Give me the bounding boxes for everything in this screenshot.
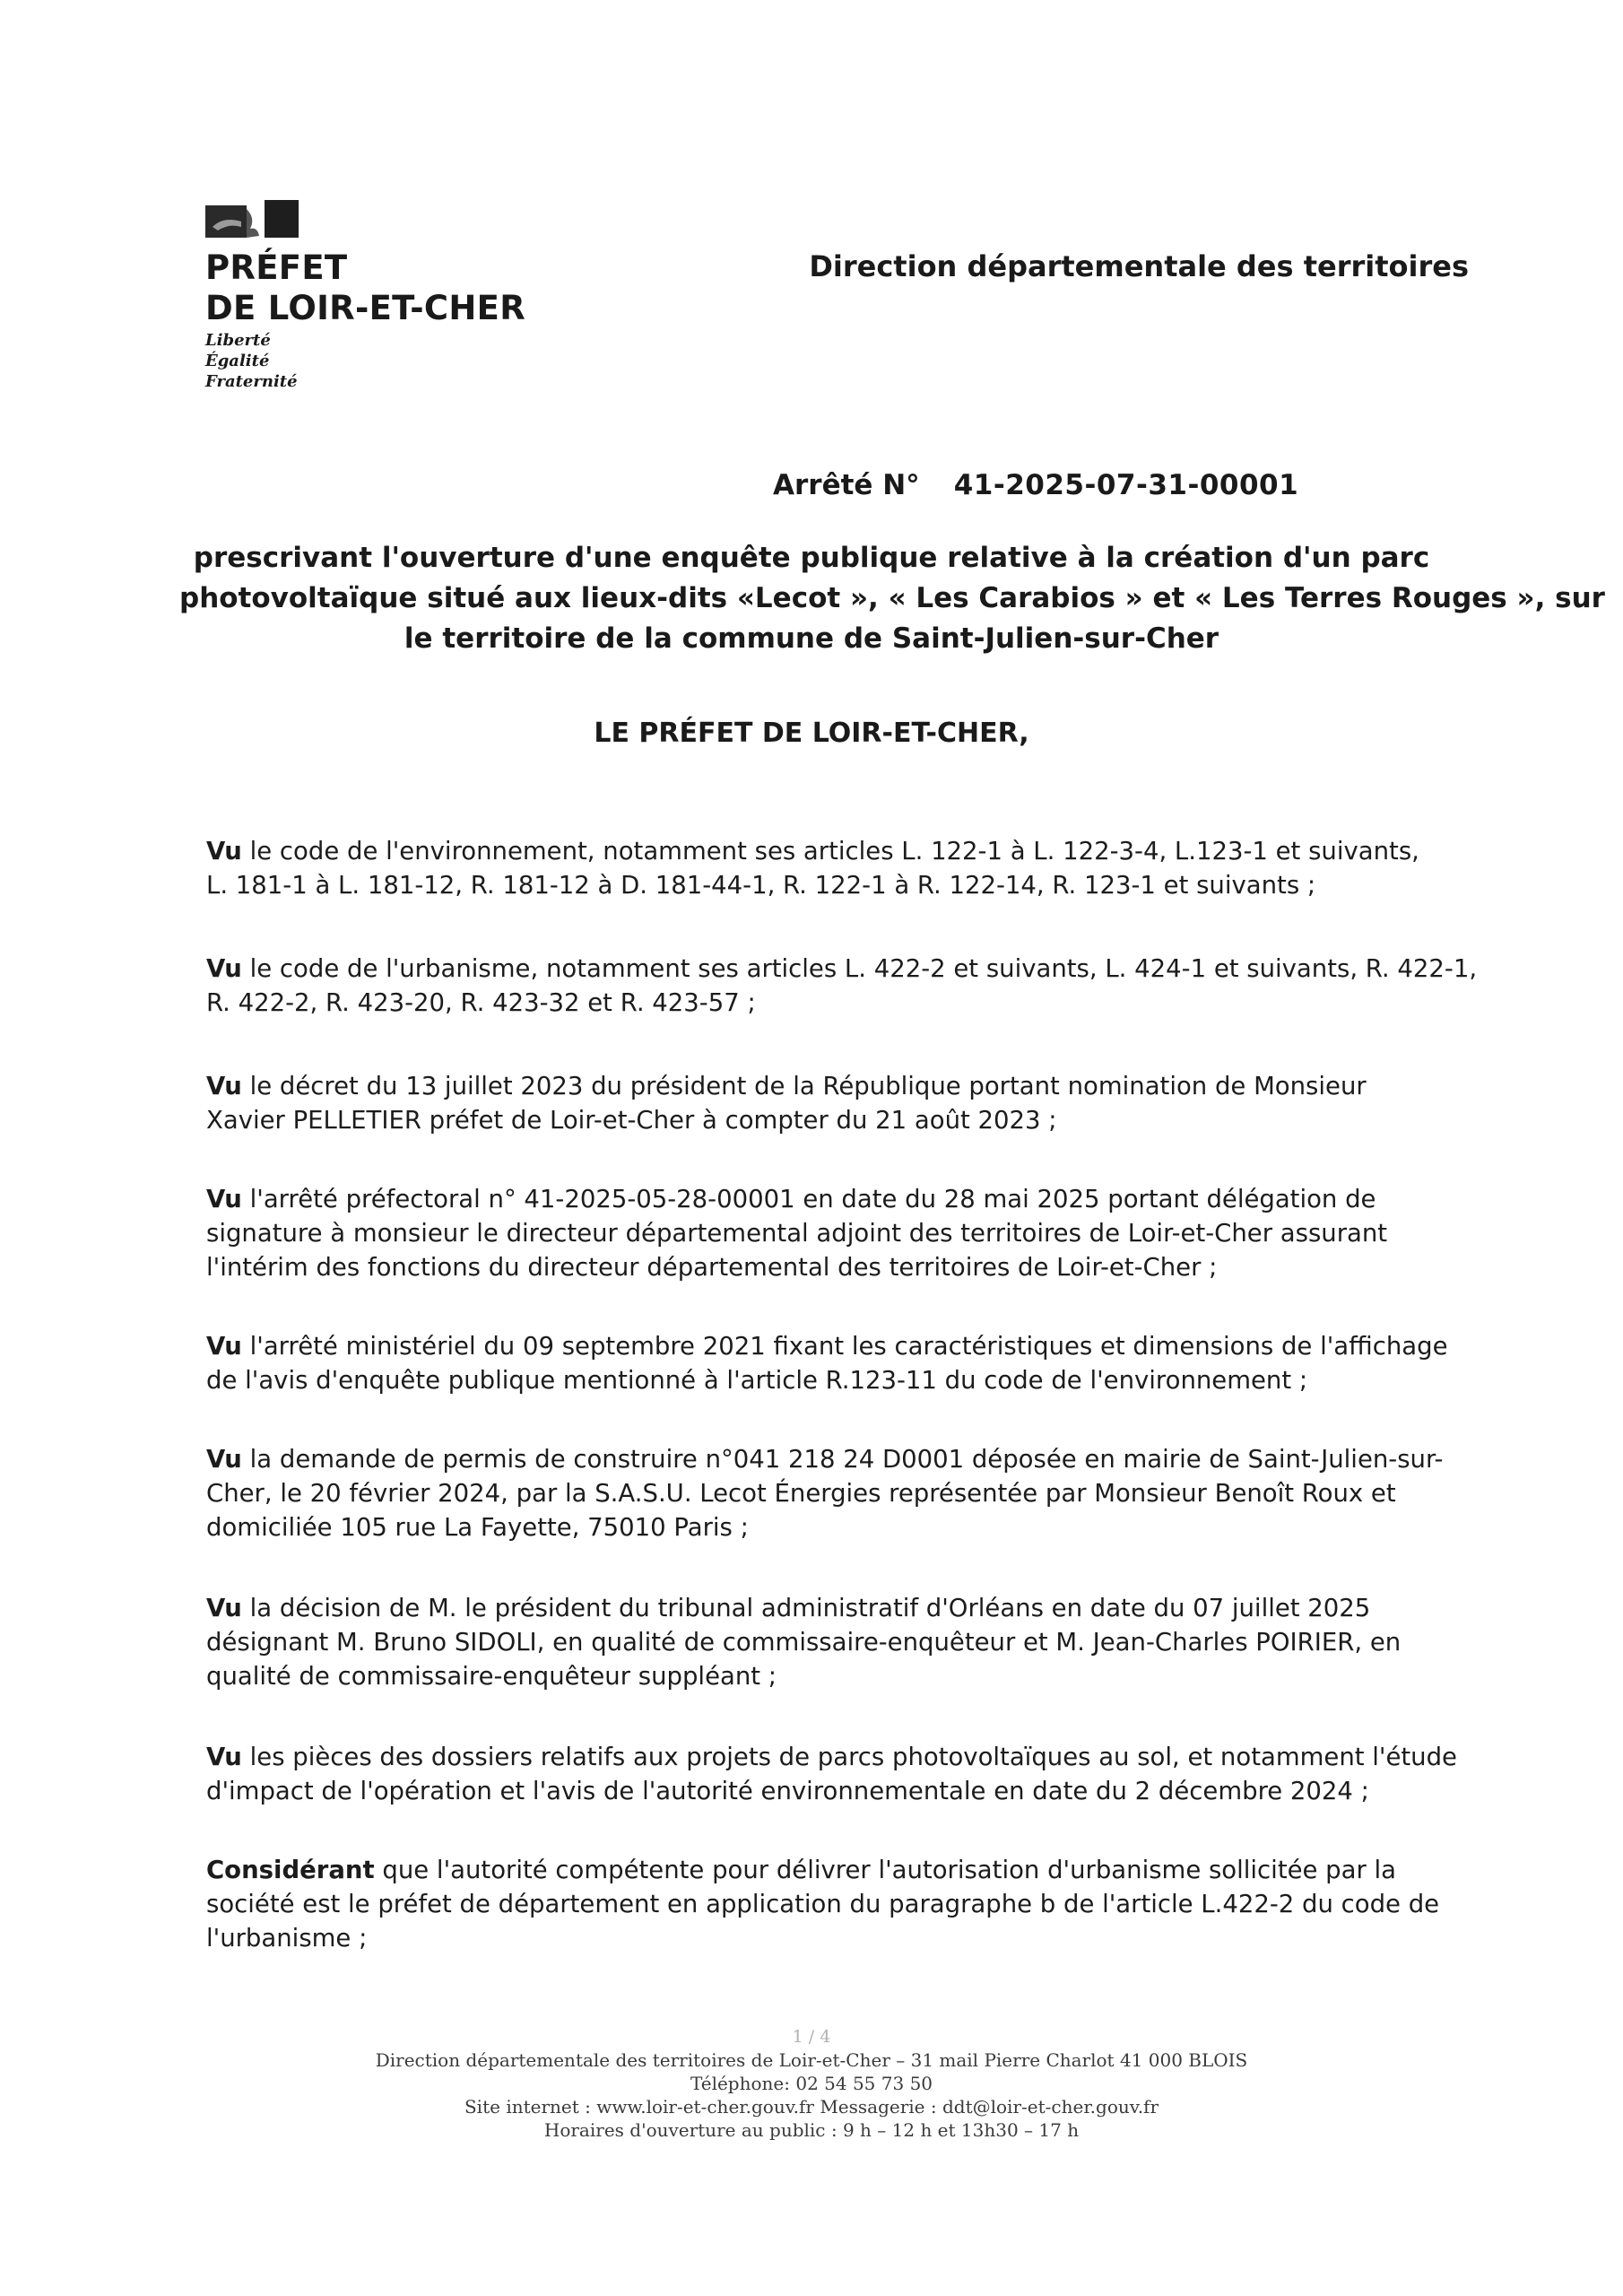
paragraph-text: signature à monsieur le directeur départemental adjoint des territoires de Loir-et-Cher assurant xyxy=(206,1219,1388,1248)
prefet-title xyxy=(205,248,525,328)
paragraph-keyword: Vu xyxy=(206,954,242,983)
subject-line: le territoire de la commune de Saint-Julien-sur-Cher xyxy=(404,622,1219,655)
paragraph-text: qualité de commissaire-enquêteur suppléant ; xyxy=(206,1662,777,1691)
paragraph-text: l'intérim des fonctions du directeur départemental des territoires de Loir-et-Cher ; xyxy=(206,1253,1218,1282)
paragraph-keyword: Vu xyxy=(206,1594,242,1622)
page-footer xyxy=(0,2025,1623,2142)
paragraph-text: les pièces des dossiers relatifs aux projets de parcs photovoltaïques au sol, et notamment l'étude xyxy=(241,1743,1457,1771)
paragraph-text: société est le préfet de département en application du paragraphe b de l'article L.422-2 du code de xyxy=(206,1890,1440,1918)
paragraph-text: Xavier PELLETIER préfet de Loir-et-Cher à compter du 21 août 2023 ; xyxy=(206,1106,1057,1135)
paragraph-text: l'urbanisme ; xyxy=(206,1924,368,1952)
paragraph-text: l'arrêté ministériel du 09 septembre 2021 fixant les caractéristiques et dimensions de l'affichage xyxy=(241,1332,1448,1361)
visa-paragraph xyxy=(206,1442,1462,1544)
paragraph-keyword: Vu xyxy=(206,1743,242,1771)
paragraph-text: R. 422-2, R. 423-20, R. 423-32 et R. 423-57 ; xyxy=(206,988,756,1017)
paragraph-text: le code de l'urbanisme, notamment ses articles L. 422-2 et suivants, L. 424-1 et suivants, R. 422-1, xyxy=(241,954,1478,983)
considerant-paragraph xyxy=(206,1853,1462,1955)
arrete-label: Arrêté N° xyxy=(773,469,920,501)
paragraph-text: domiciliée 105 rue La Fayette, 75010 Paris ; xyxy=(206,1513,749,1542)
paragraph-text: le décret du 13 juillet 2023 du président de la République portant nomination de Monsieur xyxy=(241,1072,1367,1100)
paragraph-text: la demande de permis de construire n°041 218 24 D0001 déposée en mairie de Saint-Julien-sur- xyxy=(241,1445,1444,1474)
visa-paragraph xyxy=(206,1591,1462,1693)
prefet-title-line1: PRÉFET xyxy=(205,248,348,287)
motto-liberte: Liberté xyxy=(205,331,271,350)
paragraph-text: Cher, le 20 février 2024, par la S.A.S.U. Lecot Énergies représentée par Monsieur Benoît Roux et xyxy=(206,1479,1396,1508)
visa-paragraph xyxy=(206,1182,1462,1284)
prefet-title-line2: DE LOIR-ET-CHER xyxy=(205,289,526,327)
motto-egalite: Égalité xyxy=(205,352,270,370)
visa-paragraph xyxy=(206,952,1478,1020)
footer-contacts: Site internet : www.loir-et-cher.gouv.fr Messagerie : ddt@loir-et-cher.gouv.fr xyxy=(464,2096,1159,2118)
footer-address: Direction départementale des territoires de Loir-et-Cher – 31 mail Pierre Charlot 41 000 BLOIS xyxy=(375,2049,1248,2071)
paragraph-text: désignant M. Bruno SIDOLI, en qualité de commissaire-enquêteur et M. Jean-Charles POIRIER, en xyxy=(206,1628,1402,1657)
paragraph-keyword: Vu xyxy=(206,1332,242,1361)
footer-phone: Téléphone: 02 54 55 73 50 xyxy=(690,2073,933,2094)
paragraph-keyword: Considérant xyxy=(206,1856,375,1884)
footer-opening-hours: Horaires d'ouverture au public : 9 h – 12 h et 13h30 – 17 h xyxy=(543,2119,1080,2141)
republic-motto xyxy=(205,330,298,392)
visa-paragraph xyxy=(206,1069,1462,1137)
subject-line: photovoltaïque situé aux lieux-dits «Lecot », « Les Carabios » et « Les Terres Rouges », sur xyxy=(179,582,1605,614)
paragraph-keyword: Vu xyxy=(206,1185,242,1213)
prefet-heading: LE PRÉFET DE LOIR-ET-CHER, xyxy=(594,718,1029,749)
subject-line: prescrivant l'ouverture d'une enquête publique relative à la création d'un parc xyxy=(193,542,1430,574)
paragraph-keyword: Vu xyxy=(206,1072,242,1100)
arrete-number-line xyxy=(773,469,1298,501)
visa-paragraph xyxy=(206,1740,1462,1808)
issuing-department: Direction départementale des territoires xyxy=(809,249,1469,283)
paragraph-text: que l'autorité compétente pour délivrer l'autorisation d'urbanisme sollicitée par la xyxy=(374,1856,1397,1884)
paragraph-text: la décision de M. le président du tribunal administratif d'Orléans en date du 07 juillet 2025 xyxy=(241,1594,1371,1622)
paragraph-keyword: Vu xyxy=(206,1445,242,1474)
paragraph-text: d'impact de l'opération et l'avis de l'autorité environnementale en date du 2 décembre 2024 ; xyxy=(206,1777,1369,1805)
arrete-subject xyxy=(179,538,1605,659)
paragraph-text: le code de l'environnement, notamment ses articles L. 122-1 à L. 122-3-4, L.123-1 et suivants, xyxy=(241,837,1419,865)
paragraph-keyword: Vu xyxy=(206,837,242,865)
marianne-logo xyxy=(205,200,300,239)
motto-fraternite: Fraternité xyxy=(205,372,298,391)
visa-paragraph xyxy=(206,834,1462,902)
page-number: 1 / 4 xyxy=(792,2027,831,2047)
paragraph-text: L. 181-1 à L. 181-12, R. 181-12 à D. 181-44-1, R. 122-1 à R. 122-14, R. 123-1 et suivants ; xyxy=(206,871,1316,900)
arrete-number: 41-2025-07-31-00001 xyxy=(953,469,1299,501)
visa-paragraph xyxy=(206,1329,1462,1397)
paragraph-text: de l'avis d'enquête publique mentionné à l'article R.123-11 du code de l'environnement ; xyxy=(206,1366,1308,1395)
paragraph-text: l'arrêté préfectoral n° 41-2025-05-28-00001 en date du 28 mai 2025 portant délégation de xyxy=(241,1185,1376,1213)
